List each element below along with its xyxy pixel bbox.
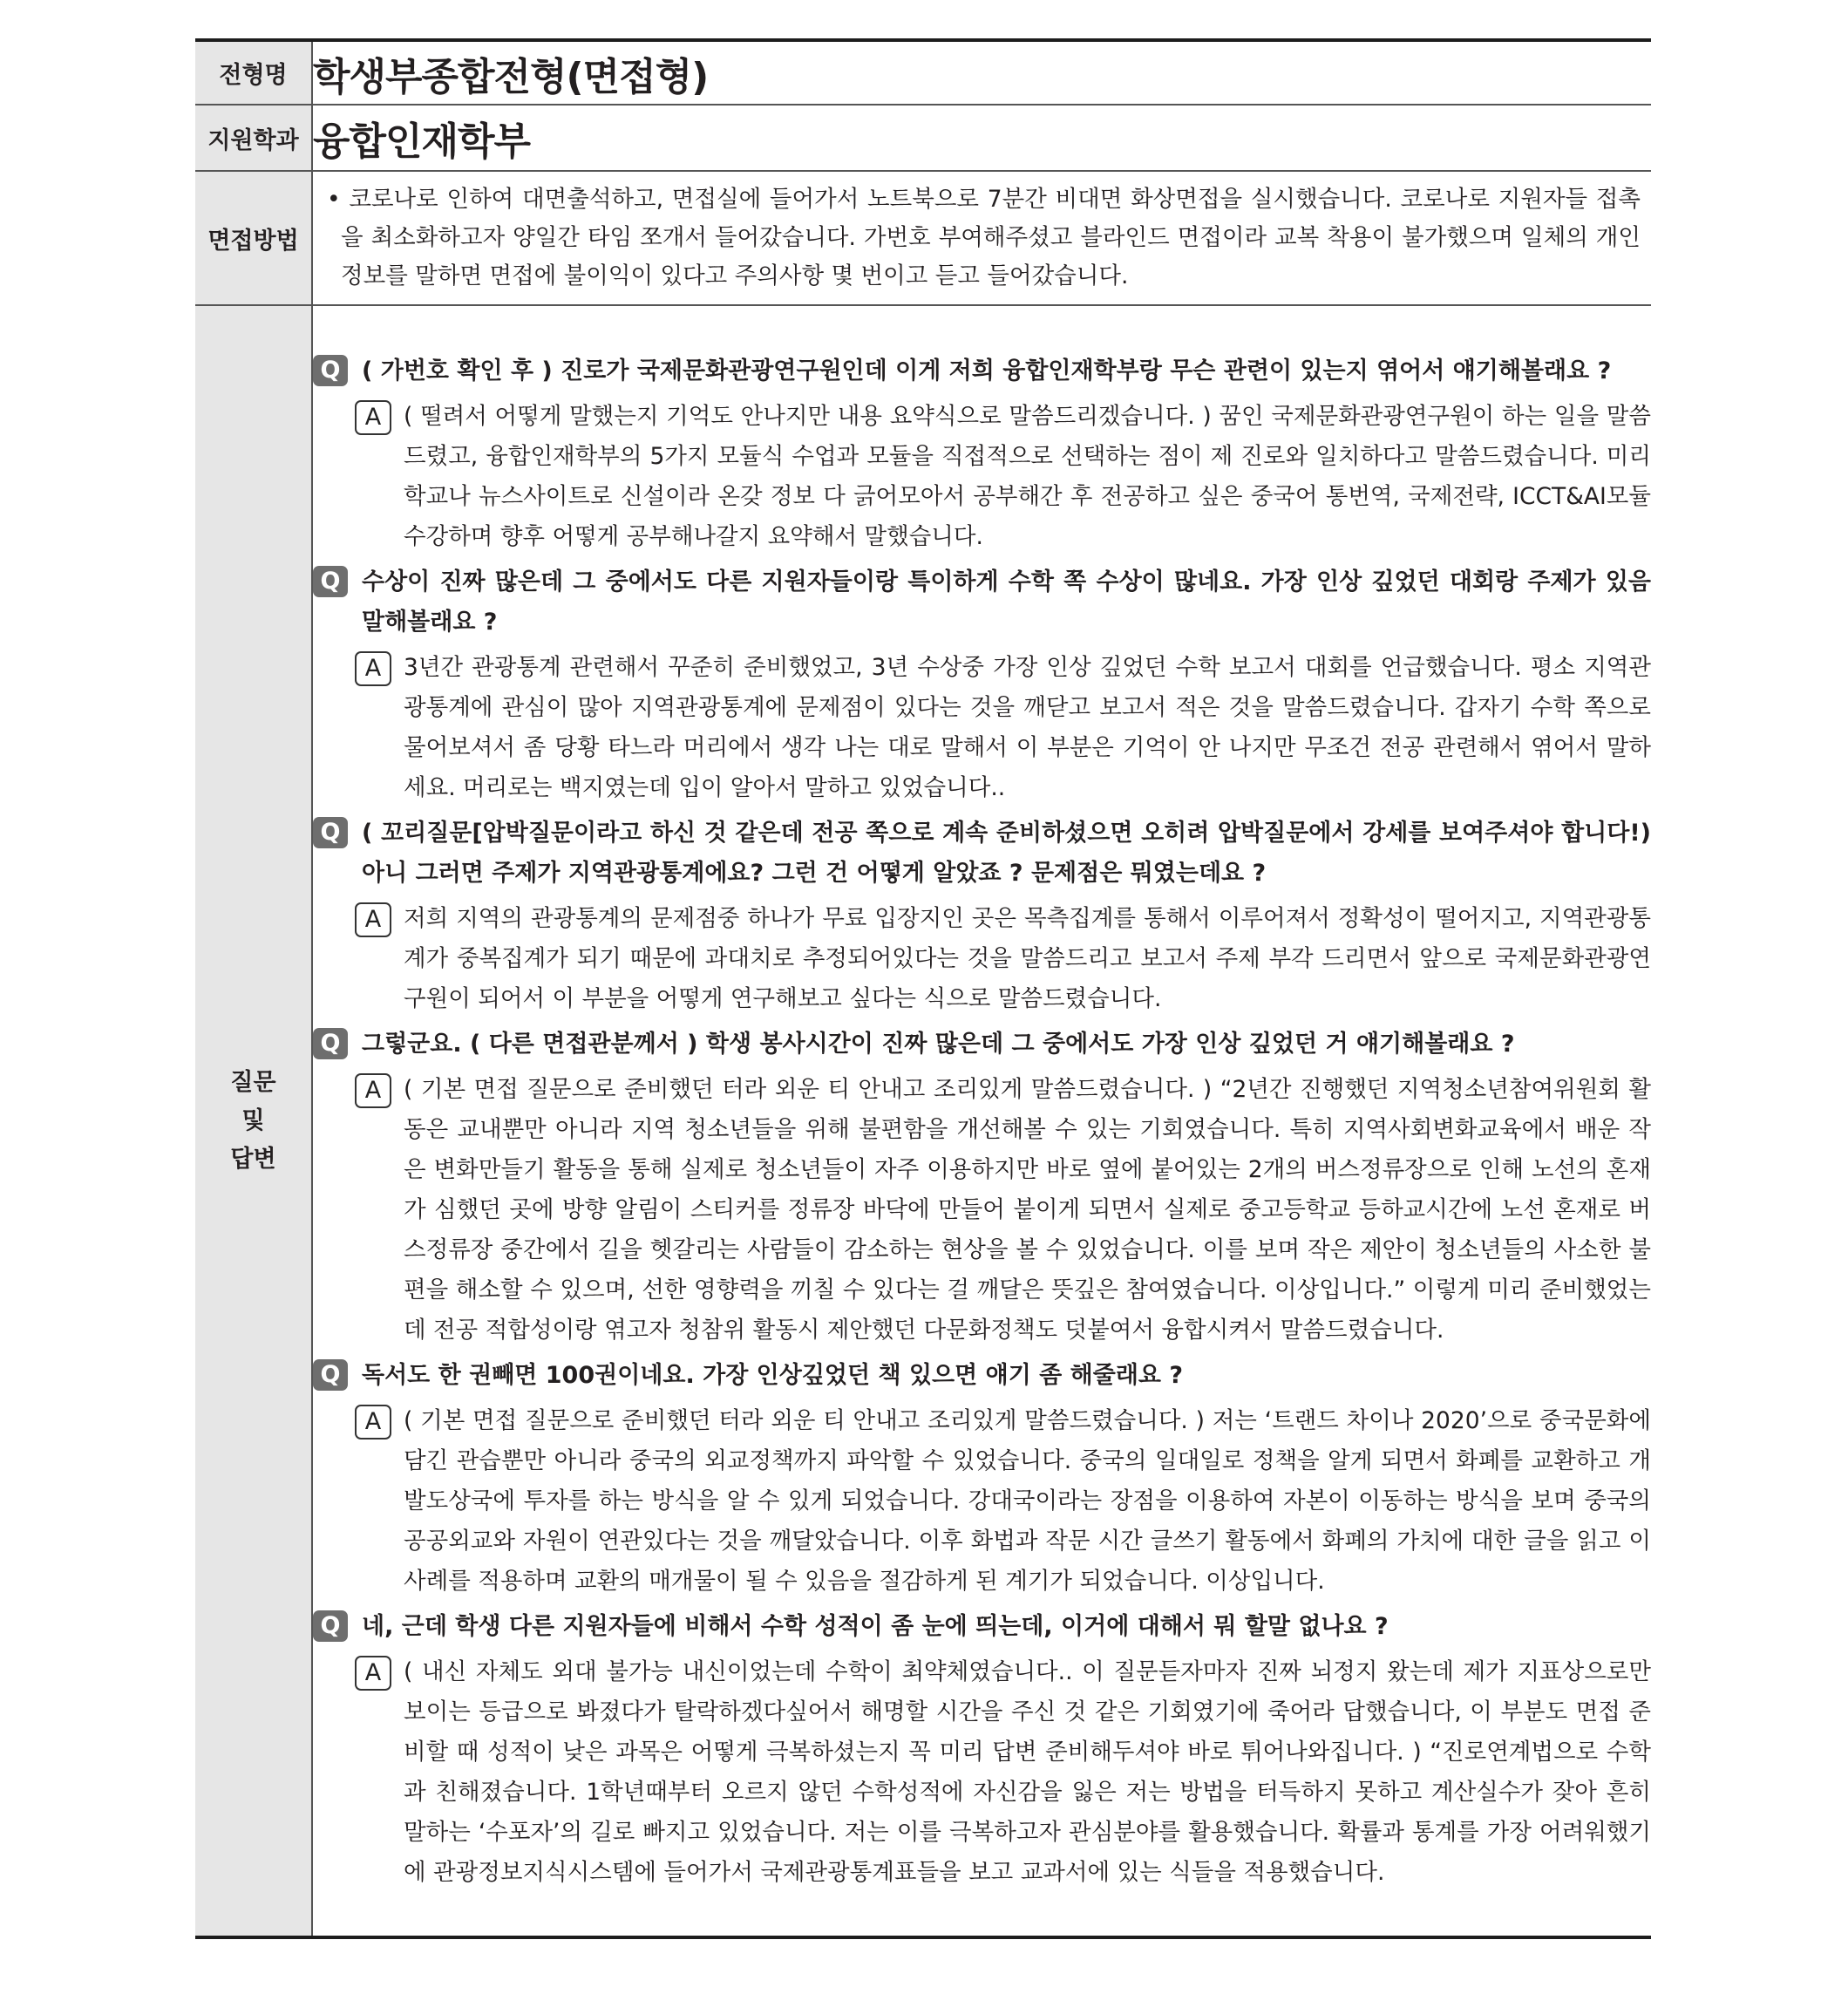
answer-6 <box>355 1652 1651 1893</box>
answer-badge: A <box>355 1073 391 1108</box>
question-badge: Q <box>313 817 348 848</box>
question-6 <box>313 1607 1651 1647</box>
question-text: 수상이 진짜 많은데 그 중에서도 다른 지원자들이랑 특이하게 수학 쪽 수상이 많네요. 가장 인상 깊었던 대회랑 주제가 있음 말해볼래요 ? <box>362 568 1651 636</box>
qa-label-line-3: 답변 <box>230 1145 276 1173</box>
question-badge: Q <box>313 566 348 597</box>
admission-type-value: 학생부종합전형(면접형) <box>313 54 709 99</box>
interview-record-sheet <box>195 38 1651 1939</box>
question-1 <box>313 351 1651 391</box>
answer-text: 저희 지역의 관광통계의 문제점중 하나가 무료 입장지인 곳은 목측집계를 통해서 이루어져서 정확성이 떨어지고, 지역관광통계가 중복집계가 되기 때문에 과대치로 추정되어있다는 것을 말씀드리고 보고서 주제 부각 드리면서 앞으로 국제문화관광연구원이 되어서 이 부분을 어떻게 연구해보고 싶다는 식으로 말씀드렸습니다. <box>404 904 1651 1012</box>
answer-badge: A <box>355 651 391 686</box>
answer-badge: A <box>355 902 391 937</box>
question-5 <box>313 1356 1651 1396</box>
question-text: 네, 근데 학생 다른 지원자들에 비해서 수학 성적이 좀 눈에 띄는데, 이거에 대해서 뭐 할말 없나요 ? <box>362 1612 1389 1640</box>
department-row <box>195 105 1651 171</box>
answer-text: ( 내신 자체도 외대 불가능 내신이었는데 수학이 최약체였습니다.. 이 질문듣자마자 진짜 뇌정지 왔는데 제가 지표상으로만 보이는 등급으로 봐졌다가 탈락하겠다싶어서 해명할 시간을 주신 것 같은 기회였기에 죽어라 답했습니다, 이 부분도 면접 준비할 때 성적이 낮은 과목은 어떻게 극복하셨는지 꼭 미리 답변 준비해두셔야 바로 튀어나와집니다. ) “진로연계법으로 수학과 친해졌습니다. 1학년때부터 오르지 않던 수학성적에 자신감을 잃은 저는 방법을 터득하지 못하고 계산실수가 잦아 흔히 말하는 ‘수포자’의 길로 빠지고 있었습니다. 저는 이를 극복하고자 관심분야를 활용했습니다. 확률과 통계를 가장 어려워했기에 관광정보지식시스템에 들어가서 국제관광통계표들을 보고 교과서에 있는 식들을 적용했습니다. <box>404 1657 1651 1886</box>
answer-2 <box>355 648 1651 808</box>
question-text: ( 꼬리질문[압박질문이라고 하신 것 같은데 전공 쪽으로 계속 준비하셨으면 오히려 압박질문에서 강세를 보여주셔야 합니다!) 아니 그러면 주제가 지역관광통계에요? 그런 건 어떻게 알았죠 ? 문제점은 뭐였는데요 ? <box>362 819 1651 887</box>
qa-label-line-1: 질문 <box>230 1068 276 1096</box>
qa-label <box>195 305 312 1937</box>
answer-4 <box>355 1070 1651 1351</box>
method-text: • 코로나로 인하여 대면출석하고, 면접실에 들어가서 노트북으로 7분간 비대면 화상면접을 실시했습니다. 코로나로 지원자들 접촉을 최소화하고자 양일간 타임 쪼개서 들어갔습니다. 가번호 부여해주셨고 블라인드 면접이라 교복 착용이 불가했으며 일체의 개인정보를 말하면 면접에 불이익이 있다고 주의사항 몇 번이고 듣고 들어갔습니다. <box>327 186 1641 289</box>
qa-content <box>312 305 1651 1937</box>
answer-5 <box>355 1401 1651 1602</box>
interview-form-table <box>195 38 1651 1939</box>
answer-text: ( 기본 면접 질문으로 준비했던 터라 외운 티 안내고 조리있게 말씀드렸습니다. ) “2년간 진행했던 지역청소년참여위원회 활동은 교내뿐만 아니라 지역 청소년들을 위해 불편함을 개선해볼 수 있는 기회였습니다. 특히 지역사회변화교육에서 배운 작은 변화만들기 활동을 통해 실제로 청소년들이 자주 이용하지만 바로 옆에 붙어있는 2개의 버스정류장으로 인해 노선의 혼재가 심했던 곳에 방향 알림이 스티커를 정류장 바닥에 만들어 붙이게 되면서 실제로 중고등학교 등하교시간에 노선 혼재로 버스정류장 중간에서 길을 헷갈리는 사람들이 감소하는 현상을 볼 수 있었습니다. 이를 보며 작은 제안이 청소년들의 사소한 불편을 해소할 수 있으며, 선한 영향력을 끼칠 수 있다는 걸 깨달은 뜻깊은 참여였습니다. 이상입니다.” 이렇게 미리 준비했었는데 전공 적합성이랑 엮고자 청참위 활동시 제안했던 다문화정책도 덧붙여서 융합시켜서 말씀드렸습니다. <box>404 1075 1651 1344</box>
question-badge: Q <box>313 1028 348 1059</box>
admission-type-row <box>195 40 1651 105</box>
qa-row <box>195 305 1651 1937</box>
question-4 <box>313 1024 1651 1065</box>
question-badge: Q <box>313 1610 348 1642</box>
answer-badge: A <box>355 1656 391 1691</box>
department-value: 융합인재학부 <box>313 119 531 164</box>
answer-text: ( 기본 면접 질문으로 준비했던 터라 외운 티 안내고 조리있게 말씀드렸습니다. ) 저는 ‘트랜드 차이나 2020’으로 중국문화에 담긴 관습뿐만 아니라 중국의 외교정책까지 파악할 수 있었습니다. 중국의 일대일로 정책을 알게 되면서 화폐를 교환하고 개발도상국에 투자를 하는 방식을 알 수 있게 되었습니다. 강대국이라는 장점을 이용하여 자본이 이동하는 방식을 보며 중국의 공공외교와 자원이 연관있다는 것을 깨달았습니다. 이후 화법과 작문 시간 글쓰기 활동에서 화폐의 가치에 대한 글을 읽고 이 사례를 적용하며 교환의 매개물이 될 수 있음을 절감하게 된 계기가 되었습니다. 이상입니다. <box>404 1406 1651 1595</box>
answer-badge: A <box>355 400 391 435</box>
question-text: 그렇군요. ( 다른 면접관분께서 ) 학생 봉사시간이 진짜 많은데 그 중에서도 가장 인상 깊었던 거 얘기해볼래요 ? <box>362 1030 1515 1058</box>
admission-type-label: 전형명 <box>195 40 312 105</box>
answer-badge: A <box>355 1405 391 1439</box>
qa-label-line-2: 및 <box>241 1106 265 1134</box>
question-text: ( 가번호 확인 후 ) 진로가 국제문화관광연구원인데 이게 저희 융합인재학부랑 무슨 관련이 있는지 엮어서 얘기해볼래요 ? <box>362 357 1612 385</box>
question-badge: Q <box>313 1359 348 1391</box>
answer-3 <box>355 899 1651 1019</box>
question-2 <box>313 562 1651 643</box>
department-label: 지원학과 <box>195 105 312 171</box>
question-badge: Q <box>313 355 348 386</box>
question-text: 독서도 한 권빼면 100권이네요. 가장 인상깊었던 책 있으면 얘기 좀 해줄래요 ? <box>362 1361 1184 1389</box>
answer-text: ( 떨려서 어떻게 말했는지 기억도 안나지만 내용 요약식으로 말씀드리겠습니다. ) 꿈인 국제문화관광연구원이 하는 일을 말씀드렸고, 융합인재학부의 5가지 모듈식 수업과 모듈을 직접적으로 선택하는 점이 제 진로와 일치하다고 말씀드렸습니다. 미리 학교나 뉴스사이트로 신설이라 온갖 정보 다 긁어모아서 공부해간 후 전공하고 싶은 중국어 통번역, 국제전략, ICCT&AI모듈 수강하며 향후 어떻게 공부해나갈지 요약해서 말했습니다. <box>404 402 1651 550</box>
answer-text: 3년간 관광통계 관련해서 꾸준히 준비했었고, 3년 수상중 가장 인상 깊었던 수학 보고서 대회를 언급했습니다. 평소 지역관광통계에 관심이 많아 지역관광통계에 문제점이 있다는 것을 깨닫고 보고서 적은 것을 말씀드렸습니다. 갑자기 수학 쪽으로 물어보셔서 좀 당황 타느라 머리에서 생각 나는 대로 말해서 이 부분은 기억이 안 나지만 무조건 전공 관련해서 엮어서 말하세요. 머리로는 백지였는데 입이 알아서 말하고 있었습니다.. <box>404 653 1651 801</box>
method-row <box>195 171 1651 305</box>
answer-1 <box>355 397 1651 557</box>
question-3 <box>313 813 1651 894</box>
method-label: 면접방법 <box>195 171 312 305</box>
